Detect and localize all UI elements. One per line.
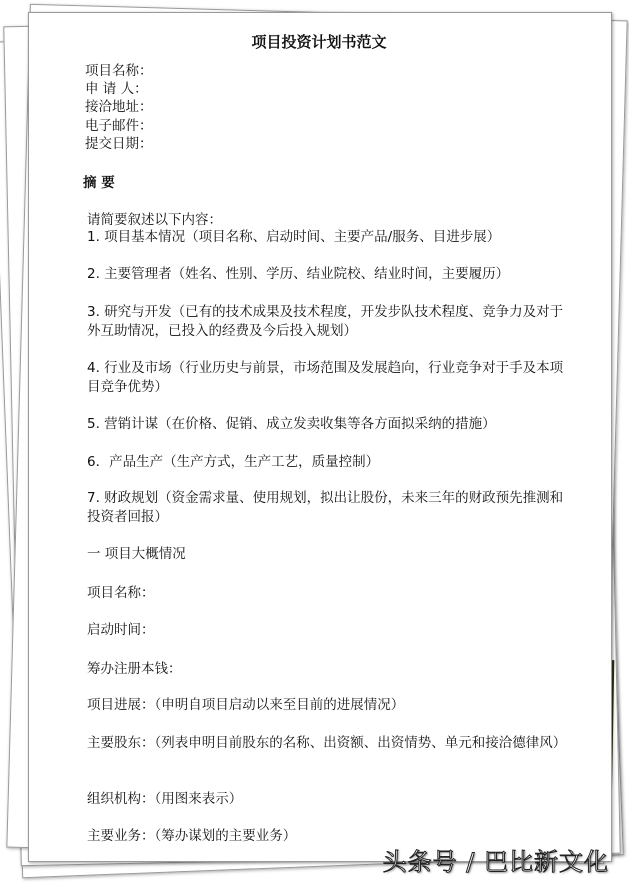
summary-intro: 请简要叙述以下内容： xyxy=(87,212,222,228)
document-content xyxy=(28,12,610,860)
cover-field-email: 电子邮件： xyxy=(85,118,153,134)
summary-item-6: 6．产品生产（生产方式，生产工艺，质量控制） xyxy=(87,454,380,470)
section1-start-time: 启动时间： xyxy=(87,622,155,638)
summary-item-1: 1. 项目基本情况（项目名称、启动时间、主要产品/服务、目进步展） xyxy=(87,229,501,245)
section1-main-business: 主要业务：（筹办谋划的主要业务） xyxy=(87,828,297,844)
summary-item-4: 4. 行业及市场（行业历史与前景，市场范围及发展趋向，行业竞争对于手及本项目竞争优势） xyxy=(87,360,564,395)
summary-item-2: 2. 主要管理者（姓名、性别、学历、结业院校、结业时间，主要履历） xyxy=(87,266,510,282)
cover-field-address: 接洽地址： xyxy=(85,99,153,115)
source-watermark: 头条号 / 巴比新文化 xyxy=(382,848,609,876)
document-title: 项目投资计划书范文 xyxy=(251,33,387,51)
section1-progress: 项目进展：（申明自项目启动以来至目前的进展情况） xyxy=(87,697,405,713)
section1-project-name: 项目名称： xyxy=(87,585,155,601)
section1-shareholders: 主要股东：（列表申明目前股东的名称、出资额、出资情势、单元和接洽德律风） xyxy=(87,735,567,751)
summary-item-7: 7. 财政规划（资金需求量、使用规划，拟出让股份，未来三年的财政预先推测和投资者回报） xyxy=(87,490,564,525)
cover-field-applicant: 申 请 人： xyxy=(85,81,148,97)
summary-heading: 摘 要 xyxy=(83,175,115,191)
cover-field-project-name: 项目名称： xyxy=(85,63,153,79)
summary-item-5: 5. 营销计谋（在价格、促销、成立发卖收集等各方面拟采纳的措施） xyxy=(87,416,496,432)
section1-registered-capital: 筹办注册本钱： xyxy=(87,661,182,677)
summary-item-3: 3. 研究与开发（已有的技术成果及技术程度，开发步队技术程度、竞争力及对于外互助情况，已投入的经费及今后投入规划） xyxy=(87,304,564,339)
cover-field-date: 提交日期： xyxy=(85,136,153,152)
section1-heading: 一 项目大概情况 xyxy=(87,546,186,562)
section1-organization: 组织机构：（用图来表示） xyxy=(87,791,243,807)
